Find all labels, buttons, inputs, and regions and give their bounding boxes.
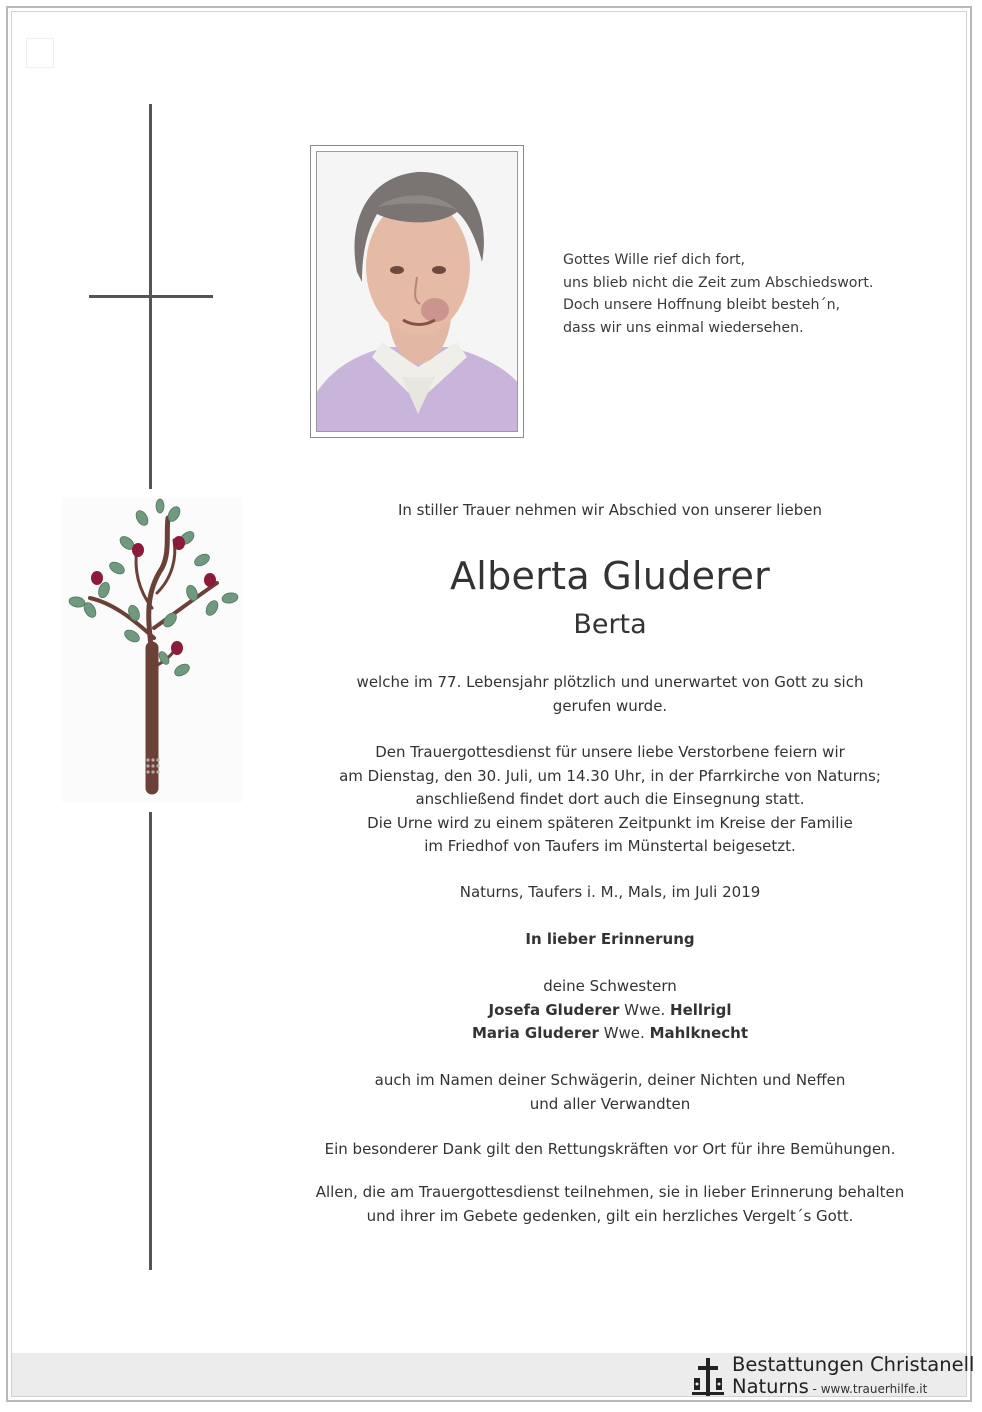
mourner-sep: Wwe. <box>598 1024 650 1042</box>
rose-tree-icon <box>62 498 242 803</box>
mourner-line <box>310 999 910 1023</box>
portrait-frame <box>310 145 524 438</box>
mourner-line <box>310 1022 910 1046</box>
relatives-line: auch im Namen deiner Schwägerin, deiner Nichten und Neffen <box>374 1071 846 1089</box>
poem-line: dass wir uns einmal wiedersehen. <box>563 319 804 336</box>
relatives <box>310 1069 910 1116</box>
poem-line: Doch unsere Hoffnung bleibt besteh´n, <box>563 297 841 313</box>
service-line: Den Trauergottesdienst für unsere liebe Verstorbene feiern wir <box>375 743 845 761</box>
closing <box>310 1181 910 1228</box>
mourner-married-name: Mahlknecht <box>649 1024 749 1042</box>
service-line: am Dienstag, den 30. Juli, um 14.30 Uhr, in der Pfarrkirche von Naturns; <box>339 766 881 785</box>
deceased-nickname: Berta <box>573 609 647 640</box>
death-line: gerufen wurde. <box>552 696 668 715</box>
deceased-name: Alberta Gluderer <box>449 554 771 598</box>
closing-line: Allen, die am Trauergottesdienst teilnehmen, sie in lieber Erinnerung behalten <box>315 1183 905 1201</box>
mourner-name: Maria Gluderer <box>471 1024 599 1042</box>
footer-town-url <box>732 1376 927 1400</box>
service-line: anschließend findet dort auch die Einsegnung statt. <box>415 790 805 808</box>
cross-horizontal-line <box>89 295 213 298</box>
service-line: Die Urne wird zu einem späteren Zeitpunkt im Kreise der Familie <box>367 813 853 832</box>
thanks-text: Ein besonderer Dank gilt den Rettungskräften vor Ort für ihre Bemühungen. <box>324 1140 896 1158</box>
death-notice <box>310 671 910 718</box>
poem-line: Gottes Wille rief dich fort, <box>563 252 746 268</box>
footer-separator: - <box>808 1382 821 1396</box>
mourner-name: Josefa Gluderer <box>488 1000 620 1019</box>
memory-heading: In lieber Erinnerung <box>525 930 695 948</box>
service-line: im Friedhof von Taufers im Münstertal beigesetzt. <box>424 837 796 855</box>
mourners <box>310 975 910 1046</box>
intro-text: In stiller Trauer nehmen wir Abschied von unserer lieben <box>397 501 823 519</box>
footer-url-link[interactable]: www.trauerhilfe.it <box>820 1382 928 1396</box>
funeral-home-logo-icon <box>690 1356 726 1398</box>
mourner-sep: Wwe. <box>619 1000 671 1019</box>
relatives-line: und aller Verwandten <box>529 1094 691 1113</box>
corner-mark <box>26 38 54 68</box>
death-line: welche im 77. Lebensjahr plötzlich und unerwartet von Gott zu sich <box>356 673 864 691</box>
footer-company: Bestattungen Christanell <box>732 1353 975 1376</box>
portrait-photo <box>316 151 518 432</box>
poem <box>563 249 953 339</box>
mourner-married-name: Hellrigl <box>670 1000 732 1019</box>
service-info <box>310 741 910 859</box>
sisters-label: deine Schwestern <box>543 977 677 995</box>
footer-town: Naturns <box>732 1375 809 1398</box>
closing-line: und ihrer im Gebete gedenken, gilt ein herzliches Vergelt´s Gott. <box>366 1206 854 1225</box>
lower-vertical-line <box>149 812 152 1270</box>
place-date: Naturns, Taufers i. M., Mals, im Juli 2019 <box>459 883 761 901</box>
poem-line: uns blieb nicht die Zeit zum Abschiedswort. <box>563 274 874 291</box>
